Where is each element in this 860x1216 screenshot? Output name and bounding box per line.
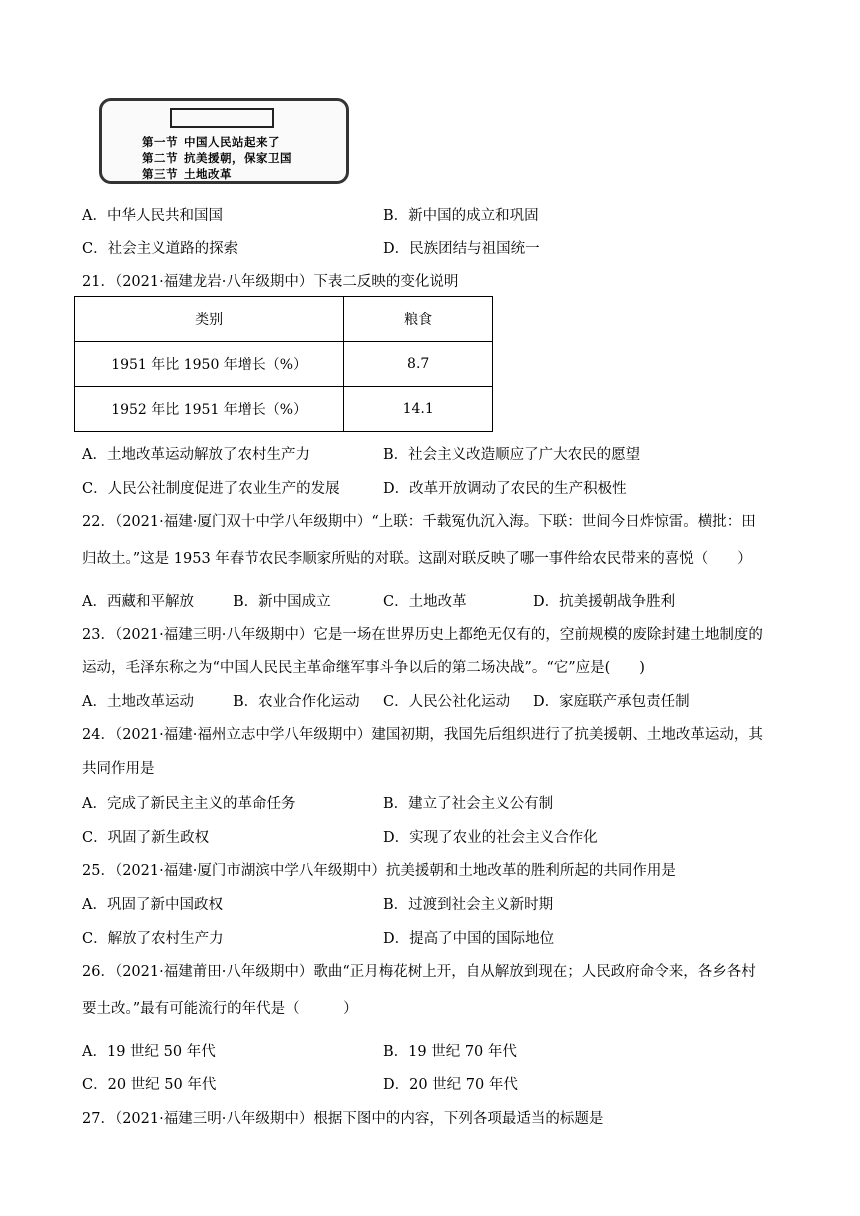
q20-option-d: D．民族团结与祖国统一	[383, 241, 540, 257]
chapter-outline-figure	[99, 98, 349, 184]
q21-option-a: A．土地改革运动解放了农村生产力	[82, 447, 310, 463]
q24-option-c: C．巩固了新生政权	[82, 830, 210, 846]
q24-stem-line-1: 24．（2021·福建·福州立志中学八年级期中）建国初期，我国先后组织进行了抗美援朝、土地改革运动，其	[82, 727, 763, 743]
figure-line-2: 第二节 抗美援朝，保家卫国	[142, 151, 292, 165]
q25-option-b: B．过渡到社会主义新时期	[383, 897, 554, 913]
q25-option-d: D．提高了中国的国际地位	[383, 931, 555, 947]
blank-title-box	[170, 108, 274, 128]
q23-stem-line-2: 运动，毛泽东称之为“中国人民民主革命继军事斗争以后的第二场决战”。“它”应是( )	[82, 660, 645, 676]
q27-stem: 27．（2021·福建三明·八年级期中）根据下图中的内容，下列各项最适当的标题是	[82, 1111, 604, 1127]
q24-option-d: D．实现了农业的社会主义合作化	[383, 830, 598, 846]
q22-option-b: B．新中国成立	[233, 594, 331, 610]
table-header-cell: 粮食	[344, 297, 493, 342]
table-row	[75, 342, 493, 387]
table-row	[75, 387, 493, 432]
q21-option-d: D．改革开放调动了农民的生产积极性	[383, 481, 627, 497]
table-header-cell: 类别	[75, 297, 344, 342]
q22-stem-line-1: 22．（2021·福建·厦门双十中学八年级期中）“上联：千载冤仇沉入海。下联：世间今日炸惊雷。横批：田	[82, 514, 756, 530]
table-cell: 8.7	[344, 342, 493, 387]
q26-option-c: C．20 世纪 50 年代	[82, 1077, 217, 1093]
q20-option-b: B．新中国的成立和巩固	[383, 208, 539, 224]
q26-stem-line-1: 26．（2021·福建莆田·八年级期中）歌曲“正月梅花树上开，自从解放到现在；人民政府命令来，各乡各村	[82, 964, 756, 980]
q21-table	[74, 296, 493, 432]
table-cell: 1952 年比 1951 年增长（%）	[75, 387, 344, 432]
q25-option-c: C．解放了农村生产力	[82, 931, 224, 947]
q20-option-a: A．中华人民共和国国	[82, 208, 223, 224]
q26-option-b: B．19 世纪 70 年代	[383, 1044, 517, 1060]
q25-option-a: A．巩固了新中国政权	[82, 897, 223, 913]
q26-option-d: D．20 世纪 70 年代	[383, 1077, 518, 1093]
table-cell: 14.1	[344, 387, 493, 432]
q23-option-a: A．土地改革运动	[82, 694, 194, 710]
q23-option-c: C．人民公社化运动	[383, 694, 511, 710]
q21-stem: 21．（2021·福建龙岩·八年级期中）下表二反映的变化说明	[82, 274, 459, 290]
q22-option-d: D．抗美援朝战争胜利	[533, 594, 676, 610]
figure-line-1: 第一节 中国人民站起来了	[142, 135, 280, 149]
figure-line-3: 第三节 土地改革	[142, 167, 232, 181]
q22-option-a: A．西藏和平解放	[82, 594, 194, 610]
q20-option-c: C．社会主义道路的探索	[82, 241, 239, 257]
q24-option-a: A．完成了新民主主义的革命任务	[82, 796, 296, 812]
q21-option-b: B．社会主义改造顺应了广大农民的愿望	[383, 447, 641, 463]
q22-stem-line-2: 归故土。”这是 1953 年春节农民李顺家所贴的对联。这副对联反映了哪一事件给农民带来的喜悦（ ）	[82, 551, 752, 567]
q23-option-b: B．农业合作化运动	[233, 694, 360, 710]
q26-stem-line-2: 要土改。”最有可能流行的年代是（ ）	[82, 1001, 358, 1017]
q23-stem-line-1: 23．（2021·福建三明·八年级期中）它是一场在世界历史上都绝无仅有的，空前规模的废除封建土地制度的	[82, 627, 763, 643]
q23-option-d: D．家庭联产承包责任制	[533, 694, 690, 710]
q21-option-c: C．人民公社制度促进了农业生产的发展	[82, 481, 340, 497]
q24-stem-line-2: 共同作用是	[82, 761, 155, 777]
q22-option-c: C．土地改革	[383, 594, 467, 610]
table-header-row	[75, 297, 493, 342]
q26-option-a: A．19 世纪 50 年代	[82, 1044, 216, 1060]
table-cell: 1951 年比 1950 年增长（%）	[75, 342, 344, 387]
q24-option-b: B．建立了社会主义公有制	[383, 796, 554, 812]
q25-stem: 25．（2021·福建·厦门市湖滨中学八年级期中）抗美援朝和土地改革的胜利所起的共同作用是	[82, 863, 676, 879]
